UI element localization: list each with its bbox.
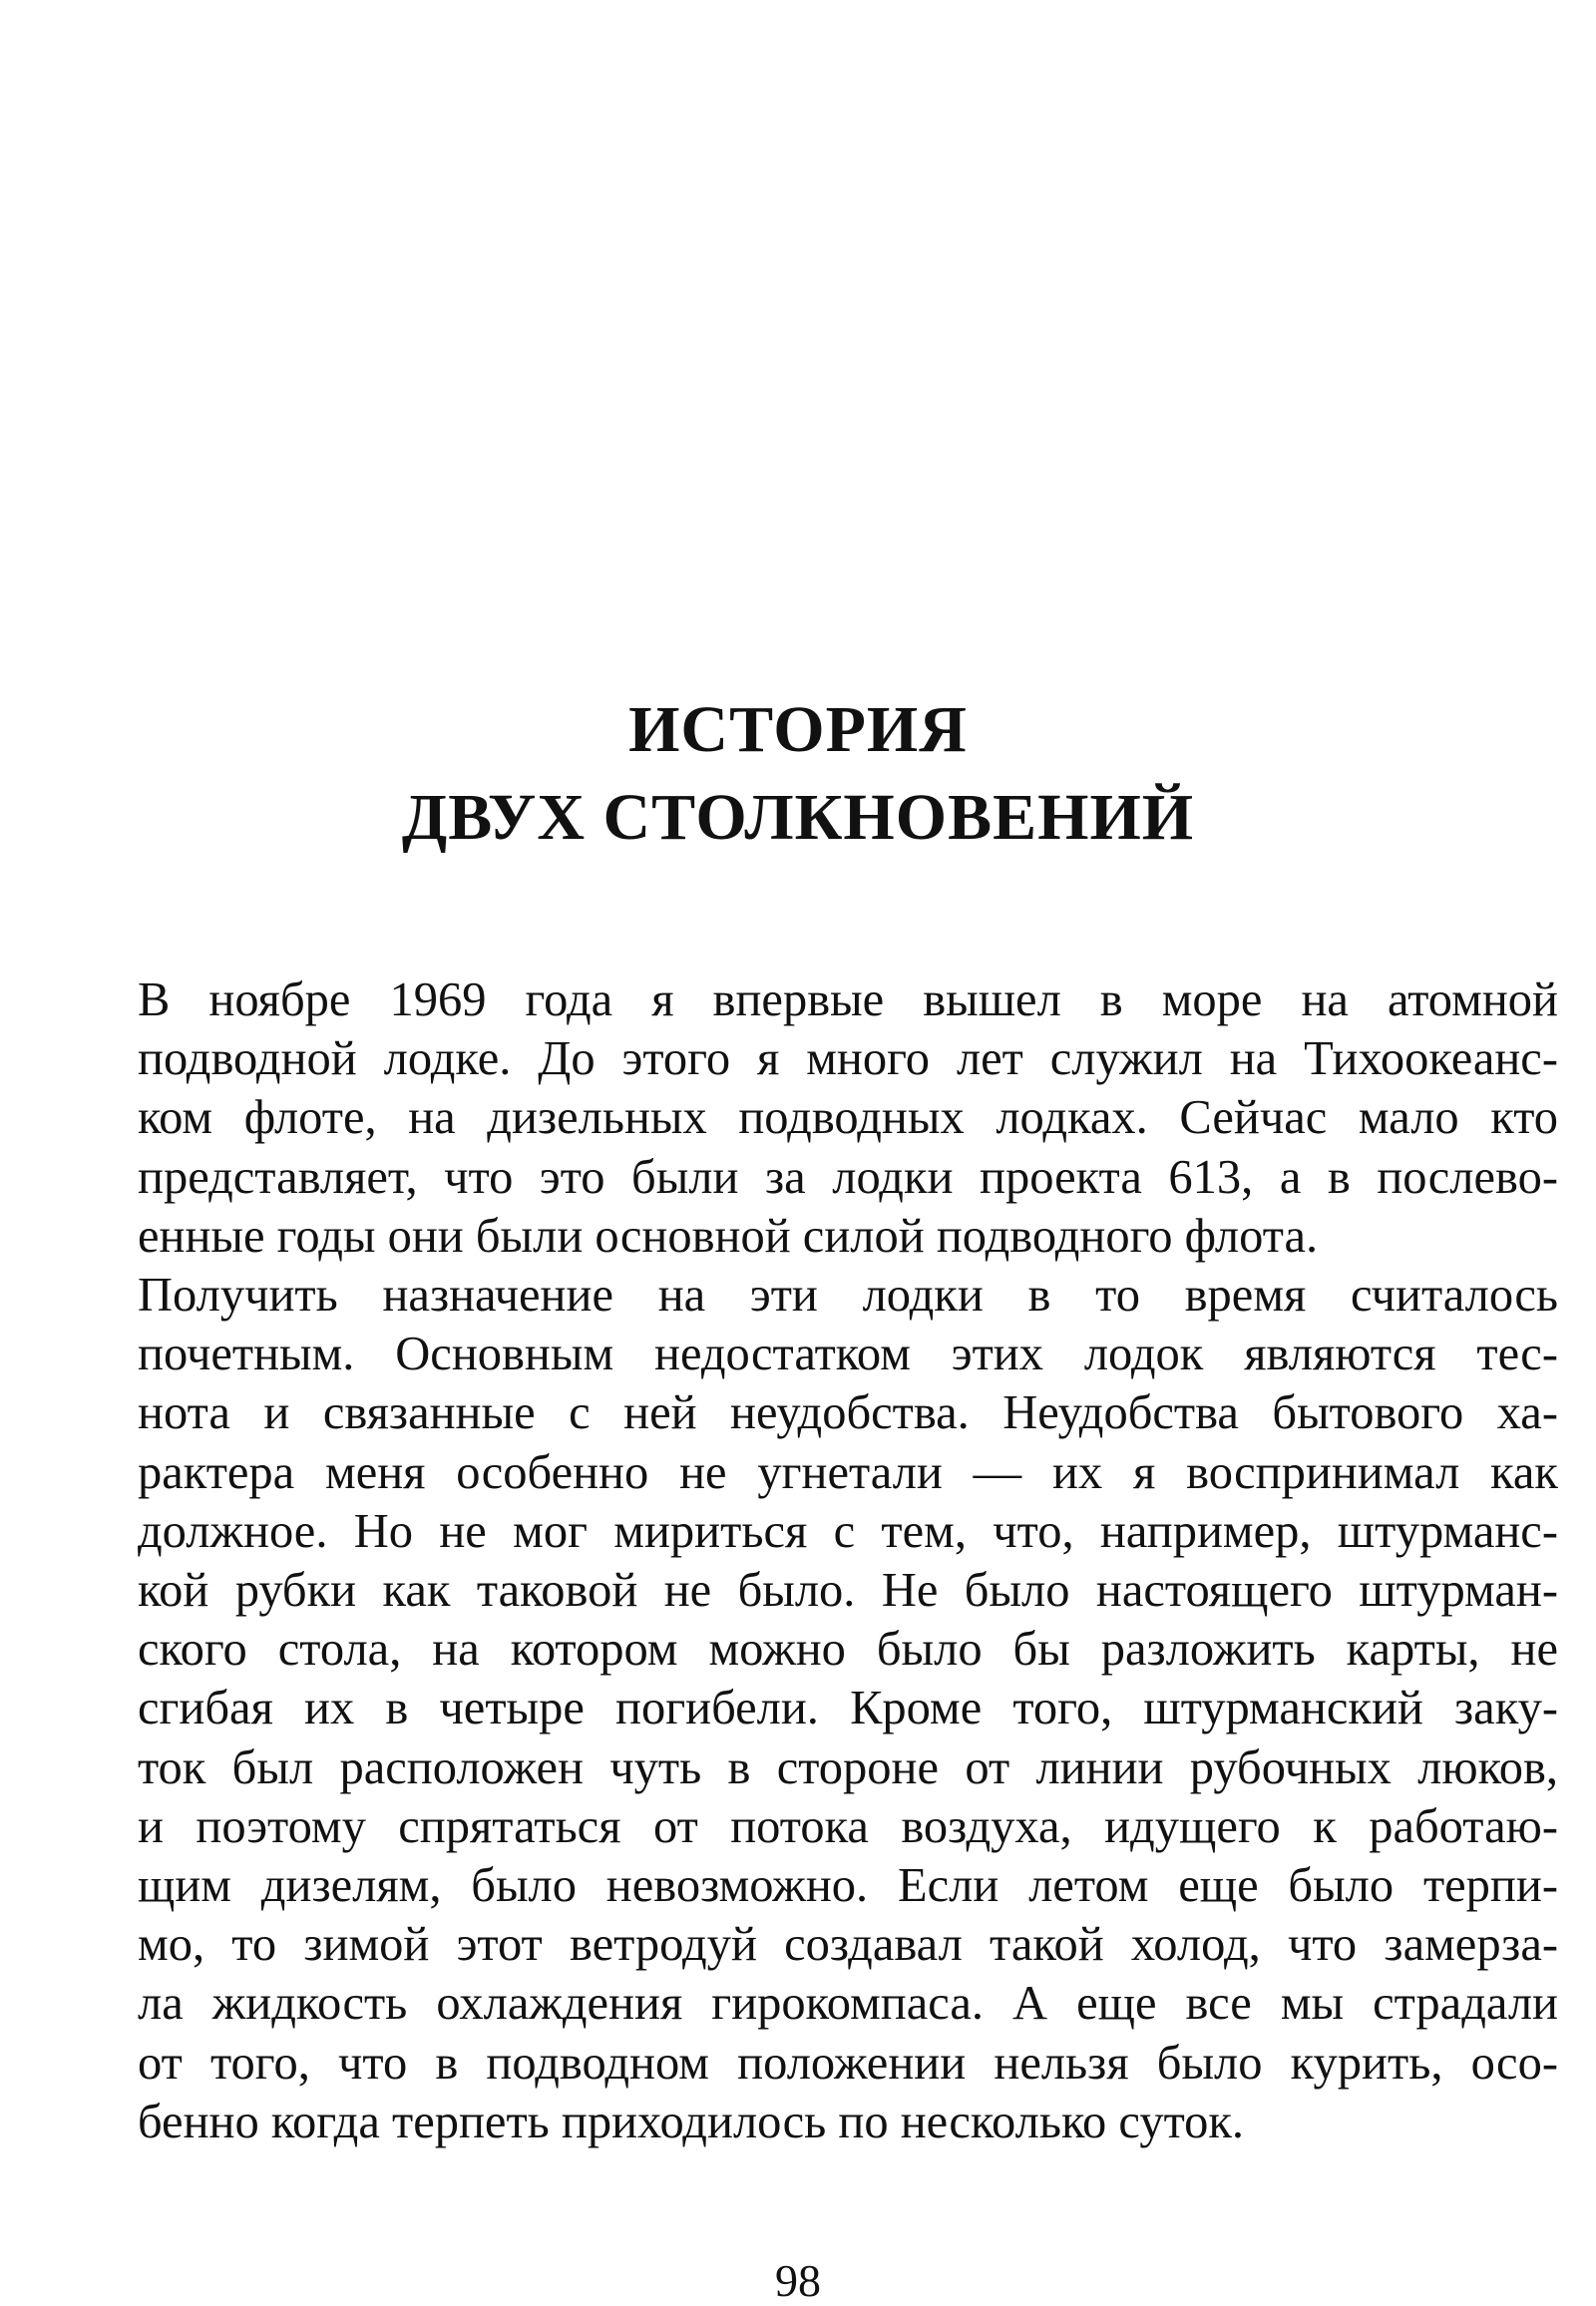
paragraph-1	[52, 970, 1558, 1266]
text-line: кой рубки как таковой не было. Не было настоящего штурман-	[138, 1564, 1558, 1618]
text-line: мо, то зимой этот ветродуй создавал такой холод, что замерза-	[138, 1918, 1558, 1972]
text-line: сгибая их в четыре погибели. Кроме того, штурманский заку-	[138, 1682, 1558, 1735]
text-line: рактера меня особенно не угнетали — их я воспринимал как	[138, 1445, 1558, 1499]
chapter-title-line-2: ДВУХ СТОЛКНОВЕНИЙ	[401, 781, 1195, 854]
text-line: ского стола, на котором можно было бы разложить карты, не	[138, 1623, 1558, 1677]
chapter-title-line-1: ИСТОРИЯ	[628, 693, 968, 766]
text-line: енные годы они были основной силой подводного флота.	[138, 1209, 1319, 1263]
paragraph-2	[52, 1266, 1558, 2151]
text-line: подводной лодке. До этого я много лет служил на Тихоокеанс-	[138, 1032, 1558, 1086]
text-line: от того, что в подводном положении нельзя было курить, осо-	[138, 2036, 1558, 2090]
page-number: 98	[775, 2255, 821, 2306]
text-line: представляет, что это были за лодки проекта 613, а в послево-	[138, 1150, 1558, 1204]
text-line: бенно когда терпеть приходилось по несколько суток.	[138, 2095, 1245, 2148]
text-line: и поэтому спрятаться от потока воздуха, идущего к работаю-	[138, 1799, 1558, 1853]
text-line: почетным. Основным недостатком этих лодок являются тес-	[138, 1328, 1558, 1381]
text-line: В ноябре 1969 года я впервые вышел в море на атомной	[138, 973, 1558, 1026]
text-line: щим дизелям, было невозможно. Если летом еще было терпи-	[138, 1859, 1558, 1913]
chapter-body	[52, 970, 1558, 2151]
text-line: должное. Но не мог мириться с тем, что, например, штурманс-	[138, 1504, 1558, 1558]
text-line: ток был расположен чуть в стороне от линии рубочных люков,	[138, 1740, 1558, 1794]
text-line: ла жидкость охлаждения гирокомпаса. А еще все мы страдали	[138, 1977, 1558, 2031]
text-line: Получить назначение на эти лодки в то время считалось	[138, 1269, 1558, 1323]
chapter-title	[0, 686, 1596, 862]
text-line: нота и связанные с ней неудобства. Неудобства бытового ха-	[138, 1386, 1558, 1440]
text-line: ком флоте, на дизельных подводных лодках. Сейчас мало кто	[138, 1091, 1558, 1145]
